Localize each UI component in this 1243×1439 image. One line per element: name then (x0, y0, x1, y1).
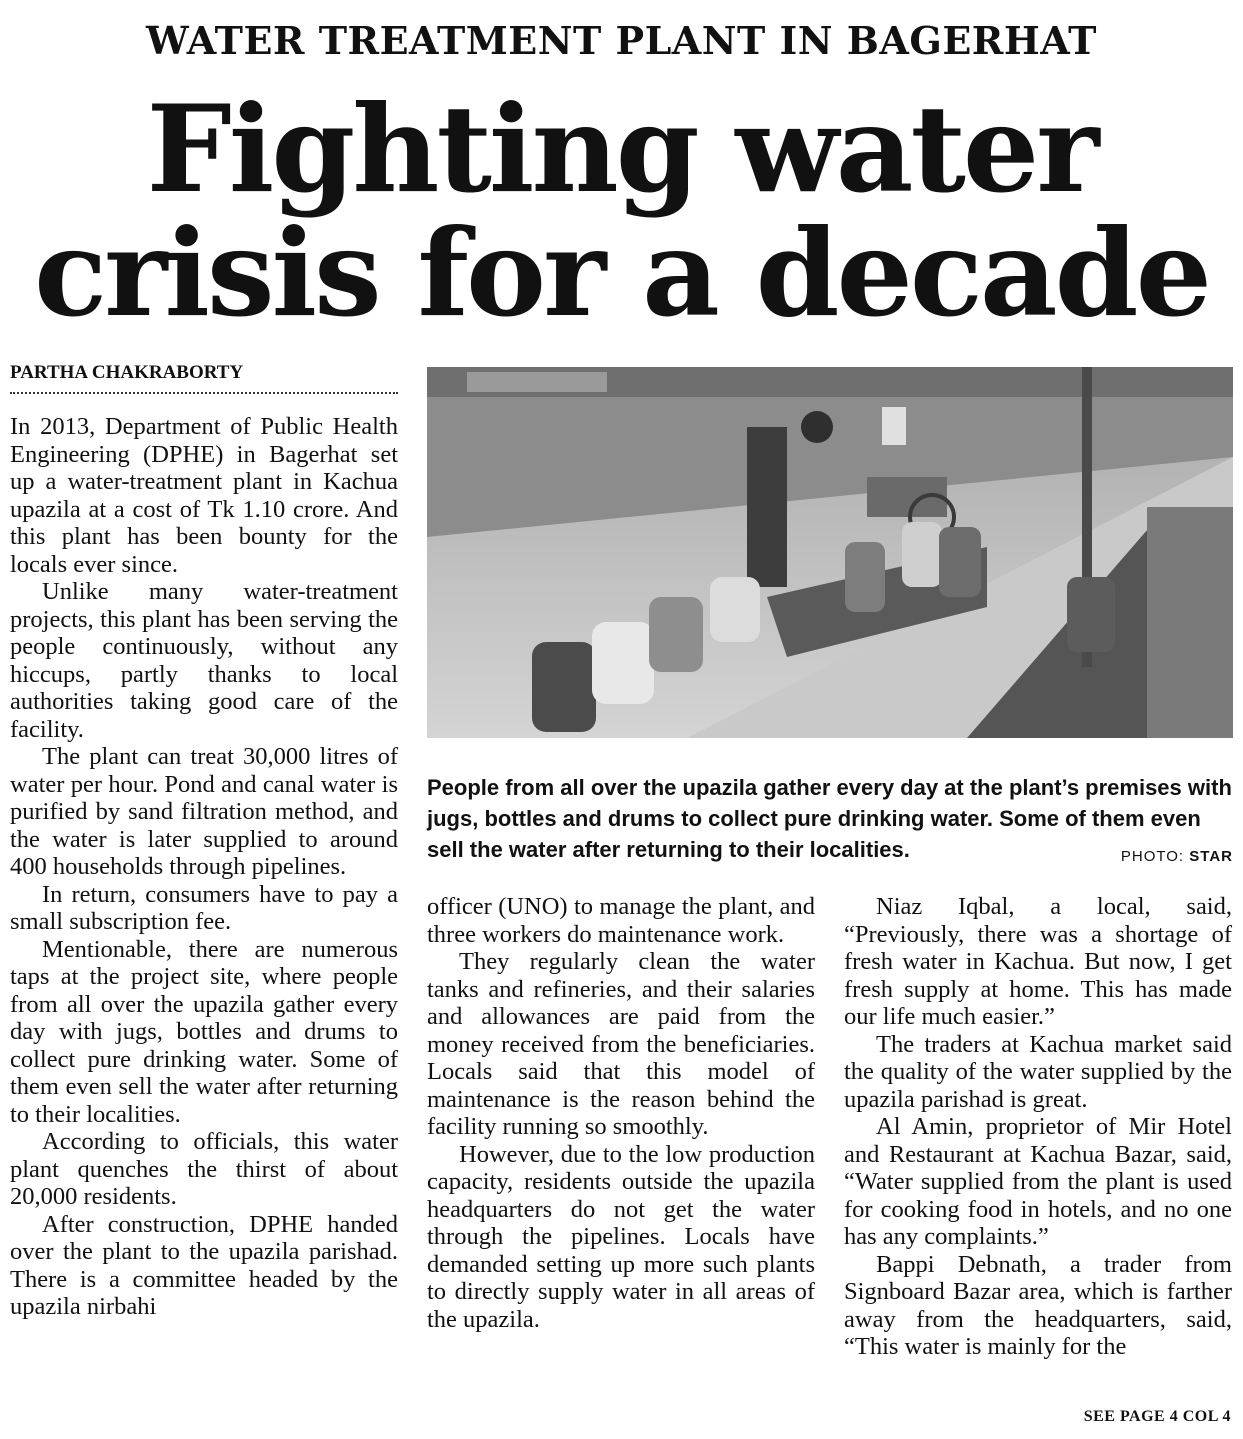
paragraph: In return, consumers have to pay a small subscription fee. (10, 880, 398, 935)
continuation-note: SEE PAGE 4 COL 4 (1083, 1408, 1231, 1425)
paragraph: In 2013, Department of Public Health Engineering (DPHE) in Bagerhat set up a water-treatment plant in Kachua upazila at a cost of Tk 1.10 crore. And this plant has been bounty for the locals ever since. (10, 413, 398, 578)
photo-credit (1121, 848, 1233, 865)
paragraph: Bappi Debnath, a trader from Signboard Bazar area, which is farther away from the headquarters, said, “This water is mainly for the (844, 1250, 1232, 1360)
paragraph: officer (UNO) to manage the plant, and three workers do maintenance work. (427, 893, 815, 948)
byline: PARTHA CHAKRABORTY (10, 362, 398, 394)
body-column-3 (844, 893, 1232, 1361)
paragraph: They regularly clean the water tanks and refineries, and their salaries and allowances are paid from the money received from the beneficiaries. Locals said that this model of maintenance is the reason behind the facility running so smoothly. (427, 948, 815, 1140)
headline (0, 79, 1243, 344)
paragraph: The traders at Kachua market said the quality of the water supplied by the upazila parishad is great. (844, 1030, 1232, 1113)
paragraph: The plant can treat 30,000 litres of water per hour. Pond and canal water is purified by sand filtration method, and the water is later supplied to around 400 households through pipelines. (10, 743, 398, 880)
paragraph: Mentionable, there are numerous taps at the project site, where people from all over the upazila gather every day with jugs, bottles and drums to collect pure drinking water. Some of them even sell the water after returning to their localities. (10, 935, 398, 1128)
paragraph: According to officials, this water plant quenches the thirst of about 20,000 residents. (10, 1128, 398, 1210)
paragraph: Niaz Iqbal, a local, said, “Previously, there was a shortage of fresh water in Kachua. But now, I get fresh supply at home. This has made our life much easier.” (844, 893, 1232, 1030)
paragraph: Unlike many water-treatment projects, this plant has been serving the people continuously, without any hiccups, partly thanks to local authorities taking good care of the facility. (10, 578, 398, 743)
headline-line-1: Fighting water (146, 79, 1097, 220)
paragraph: Al Amin, proprietor of Mir Hotel and Restaurant at Kachua Bazar, said, “Water supplied from the plant is used for cooking food in hotels, and no one has any complaints.” (844, 1113, 1232, 1250)
news-photo (427, 367, 1233, 738)
body-column-2 (427, 893, 815, 1333)
photo-caption: People from all over the upazila gather every day at the plant’s premises with jugs, bottles and drums to collect pure drinking water. Some of them even sell the water after returning to their localities. (427, 775, 1232, 862)
kicker: WATER TREATMENT PLANT IN BAGERHAT (146, 18, 1097, 63)
body-column-1 (10, 413, 398, 1321)
photo-credit-prefix: PHOTO: (1120, 848, 1190, 865)
photo-credit-source: STAR (1189, 848, 1233, 865)
headline-line-2: crisis for a decade (34, 203, 1209, 344)
paragraph: However, due to the low production capacity, residents outside the upazila headquarters do not get the water through the pipelines. Locals have demanded setting up more such plants to directly supply water in all areas of the upazila. (427, 1140, 815, 1333)
paragraph: After construction, DPHE handed over the plant to the upazila parishad. There is a committee headed by the upazila nirbahi (10, 1210, 398, 1320)
